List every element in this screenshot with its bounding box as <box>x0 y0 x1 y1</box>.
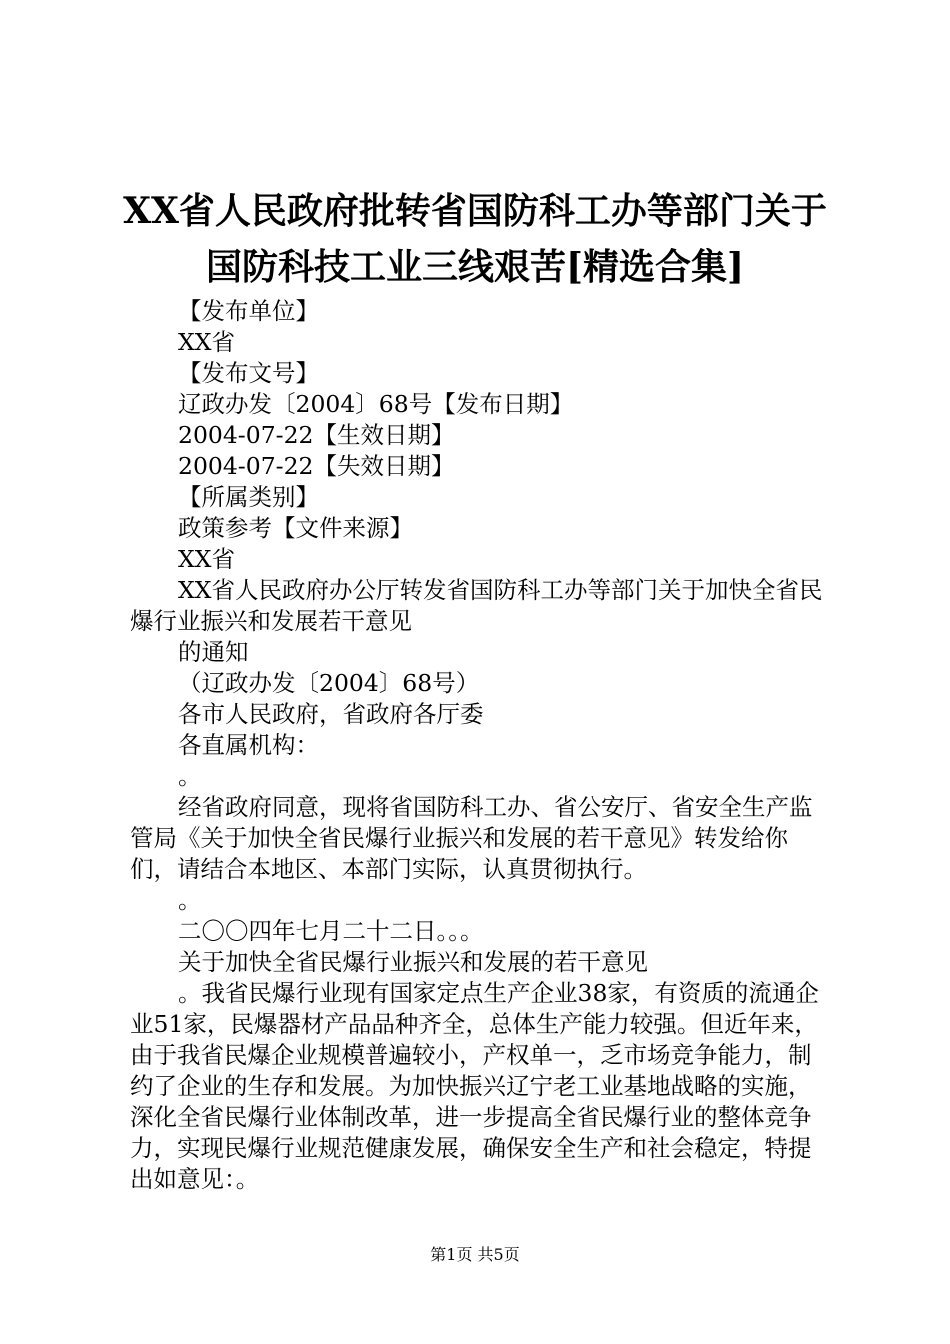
paragraph-notice-title-end: 的通知 <box>178 638 249 666</box>
paragraph-date: 二〇〇四年七月二十二日。。。 <box>178 917 484 945</box>
paragraph-notice-title: XX省人民政府办公厅转发省国防科工办等部门关于加快全省民爆行业振兴和发展若干意见 <box>130 576 823 635</box>
paragraph-approval: 经省政府同意，现将省国防科工办、省公安厅、省安全生产监管局《关于加快全省民爆行业振兴和发展的若干意见》转发给你们，请结合本地区、本部门实际，认真贯彻执行。 <box>130 793 813 883</box>
paragraph-opinion-body: 。我省民爆行业现有国家定点生产企业38家，有资质的流通企业51家，民爆器材产品品种齐全，总体生产能力较强。但近年来，由于我省民爆企业规模普遍较小，产权单一，乏市场竞争能力，制约了企业的生存和发展。为加快振兴辽宁老工业基地战略的实施，深化全省民爆行业体制改革，进一步提高全省民爆行业的整体竞争力，实现民爆行业规范健康发展，确保安全生产和社会稳定，特提出如意见：。 <box>130 979 819 1193</box>
document-body <box>130 296 830 1195</box>
document-title-line-2: 国防科技工业三线艰苦[精选合集] <box>205 246 745 288</box>
paragraph-publisher: XX省 <box>178 328 235 356</box>
paragraph-notice-number: （辽政办发〔2004〕68号） <box>178 669 480 697</box>
paragraph-opinion-title: 关于加快全省民爆行业振兴和发展的若干意见 <box>178 948 648 976</box>
page-number: 第1页 共5页 <box>430 1245 520 1264</box>
paragraph-addressees-2: 各直属机构： <box>178 731 319 759</box>
document-title-line-1: XX省人民政府批转省国防科工办等部门关于 <box>123 190 827 232</box>
paragraph-source: XX省 <box>178 545 235 573</box>
paragraph-mark-1: 。 <box>178 762 202 790</box>
paragraph-category: 政策参考【文件来源】 <box>178 514 413 542</box>
paragraph-publish-date: 2004-07-22【生效日期】 <box>178 421 455 449</box>
paragraph-doc-number: 辽政办发〔2004〕68号【发布日期】 <box>178 390 574 418</box>
paragraph-publisher-label: 【发布单位】 <box>178 297 319 325</box>
paragraph-category-label: 【所属类别】 <box>178 483 319 511</box>
paragraph-addressees: 各市人民政府，省政府各厅委 <box>178 700 484 728</box>
paragraph-effective-date: 2004-07-22【失效日期】 <box>178 452 455 480</box>
paragraph-doc-number-label: 【发布文号】 <box>178 359 319 387</box>
paragraph-mark-2: 。 <box>178 886 202 914</box>
